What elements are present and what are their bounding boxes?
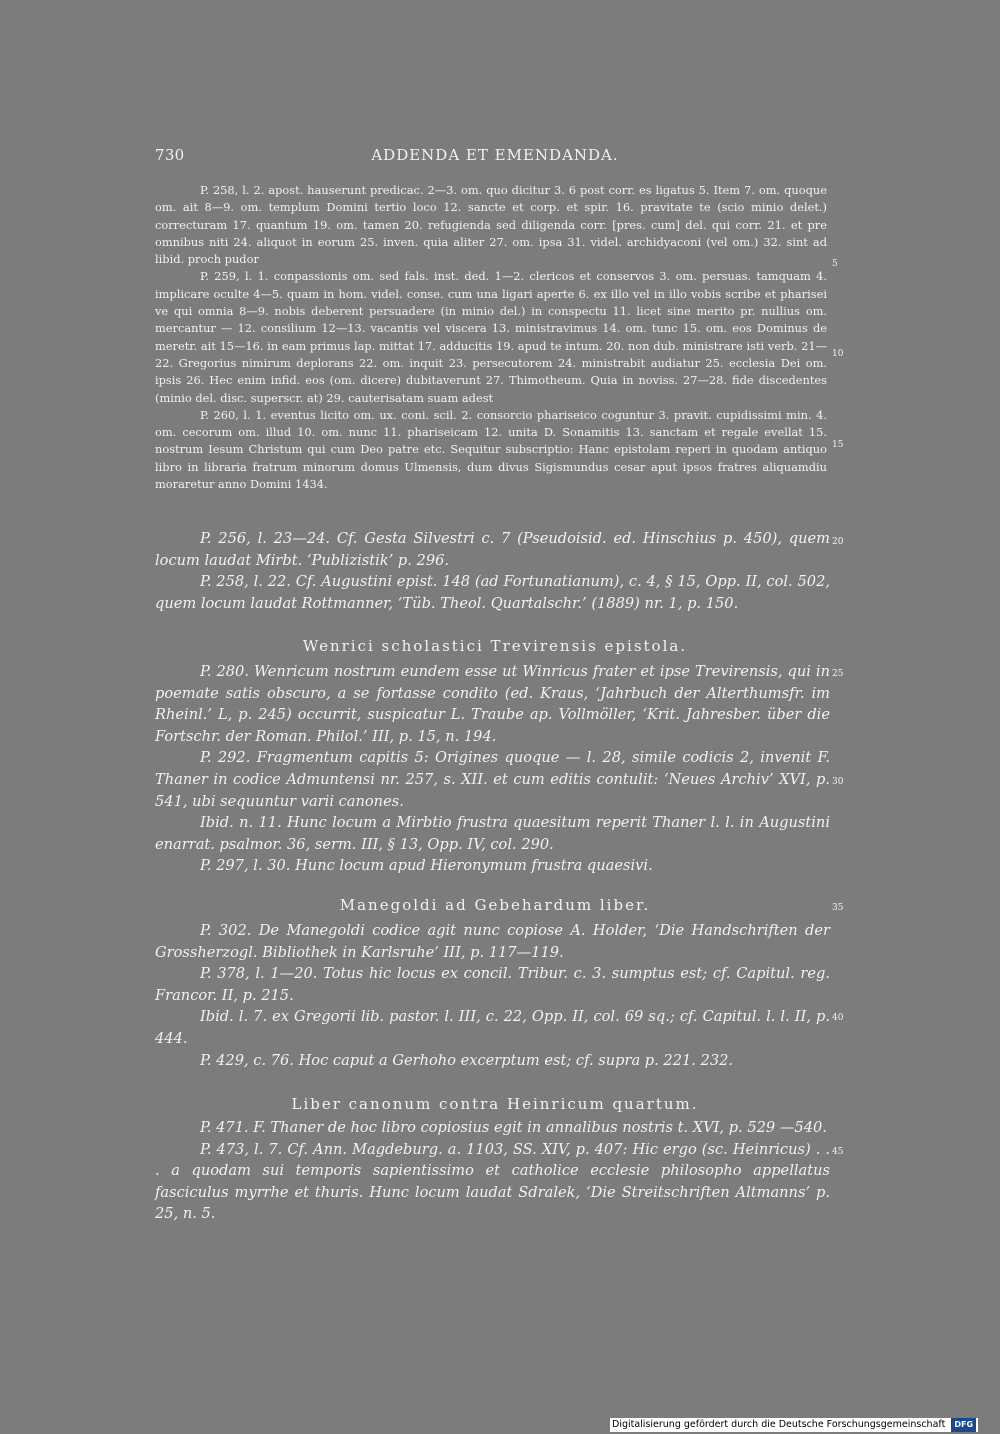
apparatus-block	[155, 182, 827, 493]
footer-text: Digitalisierung gefördert durch die Deutsche Forschungsgemeinschaft	[612, 1419, 946, 1430]
line-number: 30	[832, 777, 844, 787]
page-number: 730	[155, 146, 185, 164]
section-title-liber-canonum: Liber canonum contra Heinricum quartum.	[291, 1095, 699, 1113]
note-p302: P. 302. De Manegoldi codice agit nunc copiose A. Holder, ‘Die Handschriften der Grossherzogl. Bibliothek in Karlsruhe’ III, p. 117—119.	[155, 922, 830, 961]
notes-block	[155, 528, 830, 614]
note-p378: P. 378, l. 1—20. Totus hic locus ex concil. Tribur. c. 3. sumptus est; cf. Capitul. reg. Francor. II, p. 215.	[155, 965, 830, 1004]
line-number: 10	[832, 349, 844, 359]
section-manegoldi	[155, 920, 830, 1071]
note-p429: P. 429, c. 76. Hoc caput a Gerhoho excerptum est; cf. supra p. 221. 232.	[200, 1051, 734, 1069]
line-number: 45	[832, 1147, 844, 1157]
line-number: 25	[832, 669, 844, 679]
note-p258: P. 258, l. 22. Cf. Augustini epist. 148 (ad Fortunatianum), c. 4, § 15, Opp. II, col. 502, quem locum laudat Rottmanner, ‘Tüb. Theol. Quartalschr.’ (1889) nr. 1, p. 150.	[155, 573, 830, 612]
running-title: ADDENDA ET EMENDANDA.	[371, 146, 619, 164]
apparatus-p260: P. 260, l. 1. eventus licito om. ux. coni. scil. 2. consorcio phariseico coguntur 3. pravit. cupidissimi min. 4. om. cecorum om. illud 10. om. nunc 11. phariseicam 12. unita D. Sonamitis 13. sanctam et regale evellat 15. nostrum Iesum Christum qui cum Deo patre etc. Sequitur subscriptio: Hanc epistolam reperi in quodam antiquo libro in libraria fratrum minorum domus Ulmensis, dum divus Sigismundus cesar aput ipsos fratres aliquamdiu moraretur anno Domini 1434.	[155, 407, 827, 492]
section-wenrici	[155, 661, 830, 877]
line-number: 40	[832, 1013, 844, 1023]
line-number: 20	[832, 537, 844, 547]
section-title-manegoldi: Manegoldi ad Gebehardum liber.	[339, 896, 651, 914]
page-header	[155, 146, 835, 168]
note-ibid-n11: Ibid. n. 11. Hunc locum a Mirbtio frustra quaesitum reperit Thaner l. l. in Augustini enarrat. psalmor. 36, serm. III, § 13, Opp. IV, col. 290.	[155, 814, 830, 853]
line-number: 15	[832, 440, 844, 450]
section-title-wenrici: Wenrici scholastici Trevirensis epistola.	[302, 637, 688, 655]
apparatus-p259: P. 259, l. 1. conpassionis om. sed fals. inst. ded. 1—2. clericos et conservos 3. om. persuas. tamquam 4. implicare oculte 4—5. quam in hom. videl. conse. cum una ligari aperte 6. ex illo vel in illo vobis scribe et pharisei ve qui omnia 8—9. nobis deberent persuadere (in minio del.) in conspectu 11. licet sine merito pr. nullius om. mercantur — 12. consilium 12—13. vacantis vel viscera 13. ministravimus 14. om. tunc 15. om. eos Dominus de meretr. ait 15—16. in eam primus lap. mittat 17. adducitis 19. apud te intum. 20. non dub. ministrare isti verb. 21—22. Gregorius nimirum deplorans 22. om. inquit 23. persecutorem 24. ministrabit audiatur 25. ecclesia Dei om. ipsis 26. Hec enim infid. eos (om. dicere) dubitaverunt 27. Thimotheum. Quia in noviss. 27—28. fide discedentes (minio del. disc. superscr. at) 29. cauterisatam suam adest	[155, 269, 827, 405]
note-p297: P. 297, l. 30. Hunc locum apud Hieronymum frustra quaesivi.	[200, 857, 653, 875]
note-p292: P. 292. Fragmentum capitis 5: Origines quoque — l. 28, simile codicis 2, invenit F. Thaner in codice Admuntensi nr. 257, s. XII. et cum editis contulit: ‘Neues Archiv’ XVI, p. 541, ubi sequuntur varii canones.	[155, 749, 830, 810]
funding-footer	[610, 1418, 978, 1432]
note-p280: P. 280. Wenricum nostrum eundem esse ut Winricus frater et ipse Trevirensis, qui in poemate satis obscuro, a se fortasse condito (ed. Kraus, ‘Jahrbuch der Alterthumsfr. im Rheinl.’ L, p. 245) occurrit, suspicatur L. Traube ap. Vollmöller, ‘Krit. Jahresber. über die Fortschr. der Roman. Philol.’ III, p. 15, n. 194.	[155, 663, 830, 745]
section-liber-canonum	[155, 1117, 830, 1225]
note-p256: P. 256, l. 23—24. Cf. Gesta Silvestri c. 7 (Pseudoisid. ed. Hinschius p. 450), quem locum laudat Mirbt. ‘Publizistik’ p. 296.	[155, 530, 830, 569]
apparatus-p258: P. 258, l. 2. apost. hauserunt predicac. 2—3. om. quo dicitur 3. 6 post corr. es ligatus 5. Item 7. om. quoque om. ait 8—9. om. templum Domini tertio loco 12. sancte et corp. et spir. 16. pravitate te (scio minio delet.) correcturam 17. quantum 19. om. tamen 20. refugienda sed diligenda corr. [pres. cum] del. qui corr. 21. et pre omnibus niti 24. aliquot in eorum 25. inven. quia aliter 27. om. ipsa 31. videl. archidyaconi (vel om.) 32. sint ad libid. proch pudor	[155, 183, 827, 267]
line-number: 35	[832, 903, 844, 913]
note-ibid-l7: Ibid. l. 7. ex Gregorii lib. pastor. l. III, c. 22, Opp. II, col. 69 sq.; cf. Capitul. l. l. II, p. 444.	[155, 1008, 830, 1047]
note-p473: P. 473, l. 7. Cf. Ann. Magdeburg. a. 1103, SS. XIV, p. 407: Hic ergo (sc. Heinricus) . . . a quodam sui temporis sapientissimo et catholice ecclesie philosopho appellatus fasciculus myrrhe et thuris. Hunc locum laudat Sdralek, ‘Die Streitschriften Altmanns’ p. 25, n. 5.	[155, 1140, 830, 1223]
line-number: 5	[832, 259, 838, 269]
note-p471: P. 471. F. Thaner de hoc libro copiosius egit in annalibus nostris t. XVI, p. 529 —540.	[200, 1119, 827, 1136]
dfg-logo: DFG	[951, 1418, 976, 1432]
